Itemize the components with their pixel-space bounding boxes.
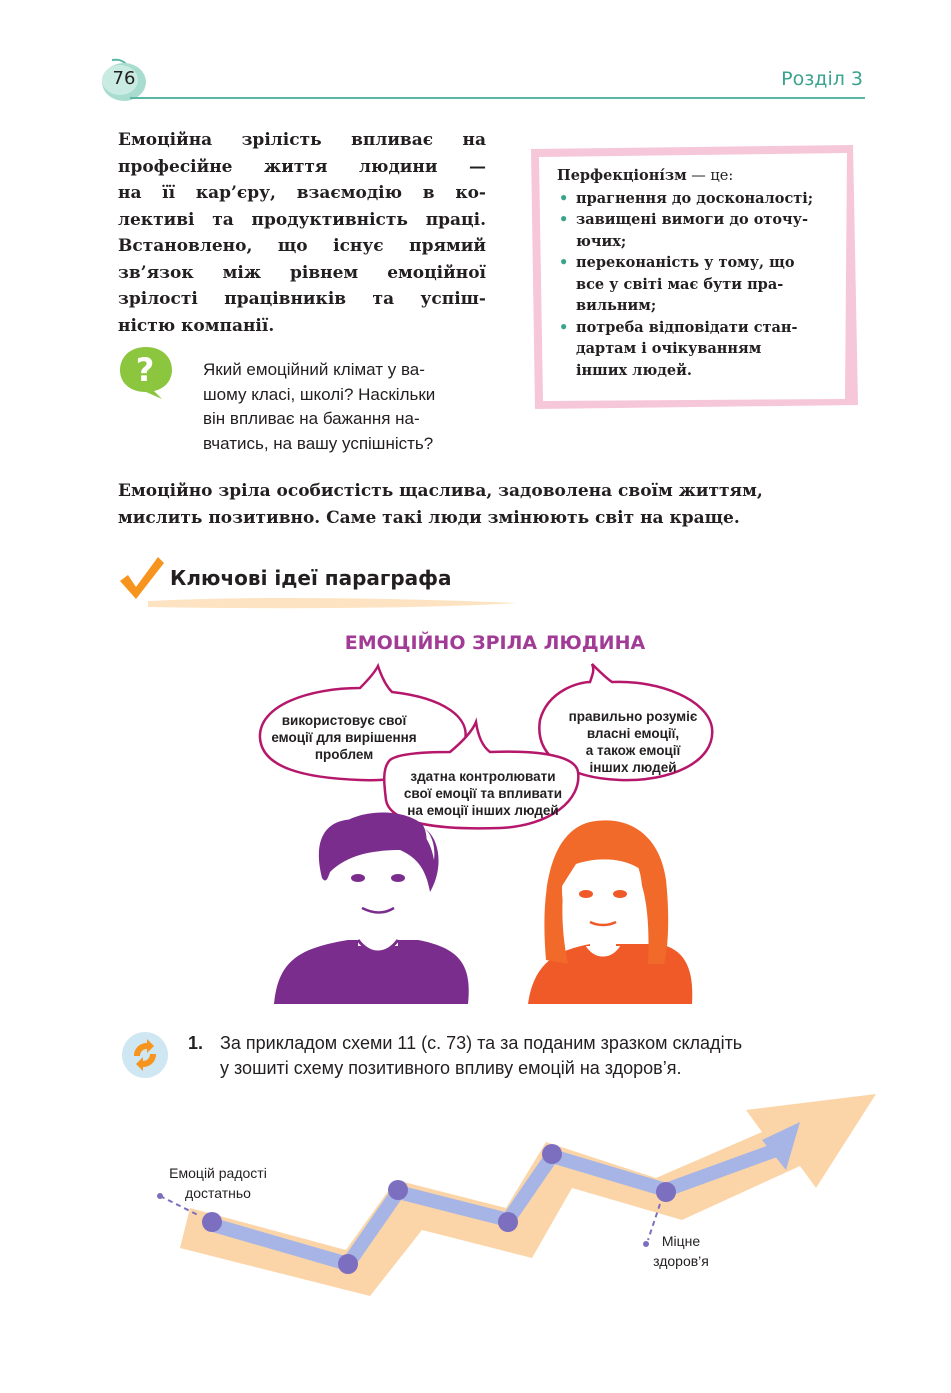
- note-line: все у світі має бути пра-: [576, 275, 784, 293]
- note-list: [557, 188, 842, 382]
- scheme-dot: [656, 1182, 676, 1202]
- diagram-title: ЕМОЦІЙНО ЗРІЛА ЛЮДИНА: [344, 632, 646, 654]
- scheme-dot: [542, 1144, 562, 1164]
- bubble-line: інших людей: [589, 760, 677, 775]
- paragraph-line: мислить позитивно. Саме такі люди змінюють світ на краще.: [118, 508, 740, 528]
- key-ideas-title: Ключові ідеї параграфа: [170, 566, 452, 590]
- note-title: [557, 165, 842, 188]
- definition-note: [527, 143, 860, 411]
- question-line: Який емоційний клімат у ва-: [203, 360, 425, 379]
- question-line: шому класі, школі? Наскільки: [203, 384, 436, 404]
- note-line: вильним;: [576, 297, 657, 314]
- bubble-line: правильно розуміє: [568, 709, 698, 724]
- scheme-label-line: достатньо: [185, 1185, 251, 1201]
- checkmark-icon: [118, 557, 166, 601]
- scheme-label-line: здоров’я: [653, 1253, 709, 1269]
- paragraph-line: на її кар’єру, взаємодію в ко-: [118, 183, 486, 203]
- task-text: [220, 1031, 864, 1081]
- section-label: Розділ 3: [781, 68, 863, 90]
- paragraph-line: ністю компанії.: [118, 315, 275, 336]
- scheme-end-label: [636, 1231, 726, 1271]
- person-girl: [528, 820, 692, 1004]
- intro-paragraph: [118, 127, 486, 339]
- bubble-line: використовує свої: [281, 713, 407, 728]
- summary-paragraph: [118, 478, 862, 532]
- scheme-label-line: Міцне: [661, 1233, 701, 1249]
- scheme-dot: [388, 1180, 408, 1200]
- bubble-line: а також емоції: [585, 743, 681, 758]
- question-text: [203, 358, 493, 456]
- bubble-line: проблем: [314, 747, 374, 762]
- scheme-dot: [202, 1212, 222, 1232]
- question-mark-icon: [116, 343, 176, 401]
- paragraph-line: зв’язок між рівнем емоційної: [118, 262, 486, 283]
- scheme-dot: [338, 1254, 358, 1274]
- bubble-line: власні емоції,: [586, 726, 680, 741]
- bubble-line: здатна контролювати: [410, 769, 556, 784]
- question-line: вчатись, на вашу успішність?: [203, 433, 434, 453]
- bubble-right-text: [550, 708, 716, 776]
- note-item: [557, 209, 842, 252]
- header-divider: [130, 97, 865, 99]
- bubble-left-text: [258, 712, 430, 763]
- note-item: [557, 317, 842, 382]
- task-line: у зошиті схему позитивного впливу емоцій на здоров’я.: [220, 1058, 682, 1078]
- task-line: За прикладом схеми 11 (с. 73) та за поданим зразком складіть: [220, 1033, 743, 1053]
- note-line: дартам і очікуванням: [576, 340, 762, 357]
- paragraph-line: Встановлено, що існує прямий: [118, 236, 486, 256]
- bubble-line: свої емоції та впливати: [403, 786, 563, 801]
- task-number: 1.: [188, 1033, 204, 1053]
- page-number: 76: [112, 68, 136, 89]
- note-line: • прагнення до досконалості;: [576, 189, 814, 207]
- note-item: [557, 188, 842, 210]
- svg-text:?: ?: [135, 351, 155, 389]
- paragraph-line: Емоційна зрілість впливає на: [118, 130, 486, 150]
- note-line: • завищені вимоги до оточу-: [576, 211, 808, 228]
- paragraph-line: професійне життя людини —: [118, 156, 486, 177]
- person-boy: [274, 813, 469, 1004]
- note-item: [557, 252, 842, 317]
- bubble-middle-text: [388, 768, 578, 819]
- paragraph-line: лективі та продуктивність праці.: [118, 209, 486, 230]
- note-line: ючих;: [576, 232, 627, 250]
- note-dash: — це:: [686, 168, 734, 184]
- paragraph-line: Емоційно зріла особистість щаслива, задоволена своїм життям,: [118, 481, 763, 501]
- note-line: • потреба відповідати стан-: [576, 318, 798, 336]
- scheme-label-line: Емоцій радості: [169, 1165, 267, 1181]
- paragraph-line: зрілості працівників та успіш-: [118, 289, 486, 309]
- question-line: він впливає на бажання на-: [203, 409, 420, 428]
- note-term: Перфекціоні́зм: [557, 167, 687, 184]
- key-ideas-heading: [118, 557, 558, 617]
- note-line: інших людей.: [576, 361, 692, 379]
- refresh-arrows-icon: [120, 1030, 170, 1080]
- bubble-line: на емоції інших людей: [407, 803, 559, 818]
- note-line: • переконаність у тому, що: [576, 254, 795, 271]
- scheme-start-label: [152, 1163, 284, 1203]
- scheme-dot: [498, 1212, 518, 1232]
- bubble-line: емоції для вирішення: [271, 730, 417, 745]
